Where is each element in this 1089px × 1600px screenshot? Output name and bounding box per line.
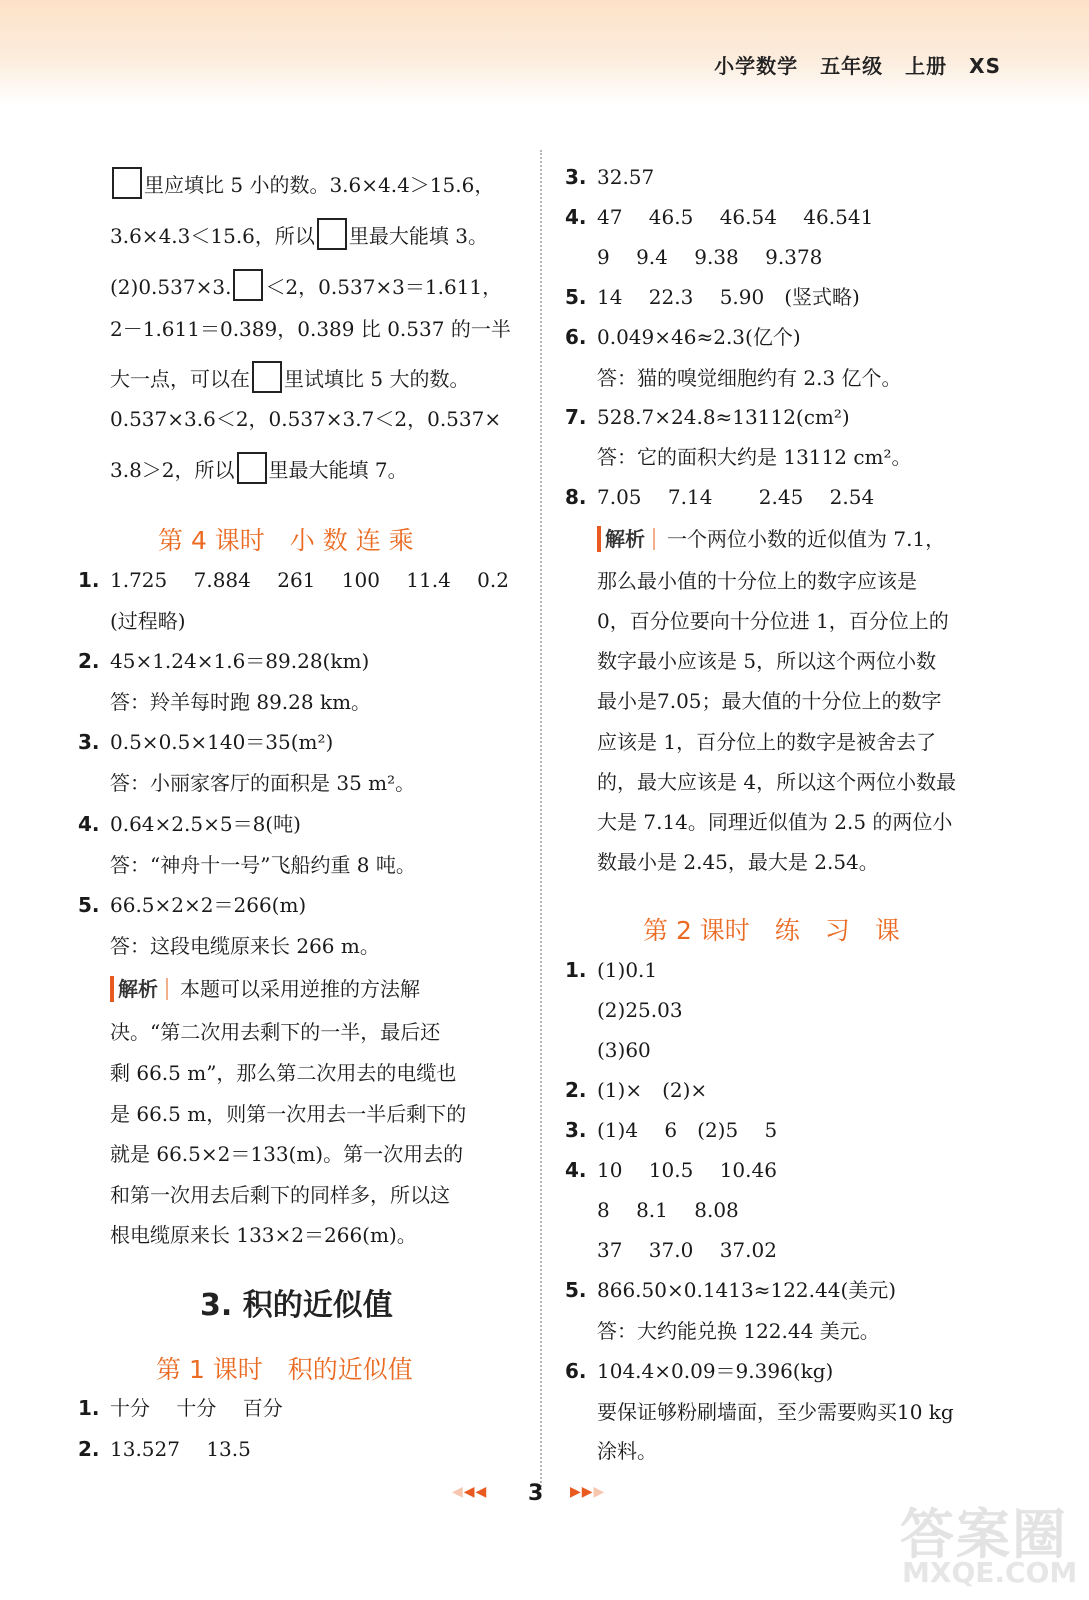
- analysis-2-line-1: [597, 526, 945, 552]
- analysis-text: 一个两位小数的近似值为 7.1，: [667, 527, 946, 551]
- p-q4-answer-2: 8 8.1 8.08: [597, 1198, 739, 1222]
- analysis-1-line-1: [110, 976, 420, 1002]
- analysis-2-line-9: 数最小是 2.45，最大是 2.54。: [597, 850, 879, 874]
- analysis-2-line-3: 0，百分位要向十分位进 1，百分位上的: [597, 609, 949, 633]
- r-q6-number: 6.: [565, 325, 587, 349]
- r-q7-number: 7.: [565, 405, 587, 429]
- left-line-6: 0.537×3.6＜2，0.537×3.7＜2，0.537×: [110, 407, 502, 431]
- analysis-tag: 解析: [597, 526, 651, 552]
- header-edition: XS: [969, 54, 1001, 78]
- analysis-2-line-7: 的，最大应该是 4，所以这个两位小数最: [597, 770, 957, 794]
- prev-arrows-icon: ◀◀◀: [452, 1484, 488, 1500]
- r-q3-answer: 32.57: [597, 165, 655, 189]
- r-q5-number: 5.: [565, 285, 587, 309]
- line-text: 3.8＞2，所以: [110, 458, 235, 482]
- analysis-1-line-5: 就是 66.5×2＝133(m)。第一次用去的: [110, 1142, 464, 1166]
- p-q3-number: 3.: [565, 1118, 587, 1142]
- section-3-title: 3. 积的近似值: [200, 1288, 393, 1323]
- l4-q2-formula: 45×1.24×1.6＝89.28(km): [110, 649, 370, 673]
- analysis-2-line-6: 应该是 1，百分位上的数字是被舍去了: [597, 730, 937, 754]
- line-text: 3.6×4.3＜15.6，所以: [110, 224, 315, 248]
- r-q4-number: 4.: [565, 205, 587, 229]
- r-q7-answer: 答：它的面积大约是 13112 cm²。: [597, 445, 912, 469]
- analysis-tag: 解析: [110, 976, 164, 1002]
- left-line-3: [110, 269, 502, 301]
- p-q1-answer-3: (3)60: [597, 1038, 651, 1062]
- s3-q2-number: 2.: [78, 1437, 100, 1461]
- header-volume: 上册: [905, 54, 948, 78]
- header-subject: 小学数学: [714, 54, 799, 78]
- line-text: 里试填比 5 大的数。: [284, 367, 470, 391]
- p-q2-answer: (1)× (2)×: [597, 1078, 708, 1102]
- analysis-2-line-8: 大是 7.14。同理近似值为 2.5 的两位小: [597, 810, 953, 834]
- l4-q3-formula: 0.5×0.5×140＝35(m²): [110, 730, 334, 754]
- line-text: 里应填比 5 小的数。3.6×4.4＞15.6，: [144, 173, 495, 197]
- p-q1-answer-1: (1)0.1: [597, 958, 658, 982]
- p-q5-formula: 866.50×0.1413≈122.44(美元): [597, 1278, 897, 1302]
- analysis-2-line-2: 那么最小值的十分位上的数字应该是: [597, 569, 917, 593]
- l4-q4-number: 4.: [78, 812, 100, 836]
- answer-box: [237, 452, 267, 484]
- l4-q2-number: 2.: [78, 649, 100, 673]
- left-line-7: [110, 452, 408, 484]
- line-text: (2)0.537×3.: [110, 275, 232, 299]
- left-line-4: 2－1.611＝0.389，0.389 比 0.537 的一半: [110, 317, 511, 341]
- lesson-1-title: 第 1 课时 积的近似值: [156, 1355, 413, 1384]
- watermark-text: 答案圈: [900, 1503, 1068, 1566]
- r-q3-number: 3.: [565, 165, 587, 189]
- analysis-2-line-4: 数字最小应该是 5，所以这个两位小数: [597, 649, 937, 673]
- p-q4-number: 4.: [565, 1158, 587, 1182]
- left-line-2: [110, 218, 488, 250]
- l4-q5-formula: 66.5×2×2＝266(m): [110, 893, 307, 917]
- watermark-url: MXQE.COM: [902, 1556, 1078, 1589]
- l4-q3-answer: 答：小丽家客厅的面积是 35 m²。: [110, 771, 416, 795]
- p-q6-number: 6.: [565, 1359, 587, 1383]
- p-q3-answer: (1)4 6 (2)5 5: [597, 1118, 778, 1142]
- s3-q1-answer: 十分 十分 百分: [110, 1396, 283, 1420]
- page-number: 3: [528, 1481, 544, 1506]
- r-q4-answer: 47 46.5 46.54 46.541: [597, 205, 874, 229]
- l4-q5-number: 5.: [78, 893, 100, 917]
- line-text: ＜2，0.537×3＝1.611，: [265, 275, 503, 299]
- s3-q1-number: 1.: [78, 1396, 100, 1420]
- p-q4-answer-1: 10 10.5 10.46: [597, 1158, 777, 1182]
- analysis-1-line-3: 剩 66.5 m”，那么第二次用去的电缆也: [110, 1061, 457, 1085]
- watermark-logo: [900, 1486, 1078, 1590]
- header-grade: 五年级: [820, 54, 884, 78]
- p-q4-answer-3: 37 37.0 37.02: [597, 1238, 777, 1262]
- analysis-1-line-6: 和第一次用去后剩下的同样多，所以这: [110, 1183, 450, 1207]
- r-q5-answer: 14 22.3 5.90 (竖式略): [597, 285, 860, 309]
- l4-q4-formula: 0.64×2.5×5＝8(吨): [110, 812, 301, 836]
- p-q6-answer: 要保证够粉刷墙面，至少需要购买10 kg: [597, 1400, 954, 1424]
- next-arrows-icon: ▶▶▶: [570, 1484, 606, 1500]
- left-line-1: [110, 167, 494, 199]
- p-q1-number: 1.: [565, 958, 587, 982]
- analysis-1-line-2: 决。“第二次用去剩下的一半，最后还: [110, 1020, 441, 1044]
- line-text: 里最大能填 3。: [348, 224, 488, 248]
- p-q6-formula: 104.4×0.09＝9.396(kg): [597, 1359, 834, 1383]
- p-q5-answer: 答：大约能兑换 122.44 美元。: [597, 1319, 880, 1343]
- answer-box: [252, 361, 282, 393]
- analysis-1-line-4: 是 66.5 m，则第一次用去一半后剩下的: [110, 1102, 467, 1126]
- left-line-5: [110, 361, 469, 393]
- p-q1-answer-2: (2)25.03: [597, 998, 683, 1022]
- header-title: [714, 50, 1001, 79]
- lesson-4-title: 第 4 课时 小 数 连 乘: [158, 526, 414, 555]
- r-q8-number: 8.: [565, 485, 587, 509]
- r-q6-answer: 答：猫的嗅觉细胞约有 2.3 亿个。: [597, 366, 902, 390]
- p-q5-number: 5.: [565, 1278, 587, 1302]
- l4-q1-note: (过程略): [110, 609, 186, 633]
- answer-box: [112, 167, 142, 199]
- l4-q1-answer: 1.725 7.884 261 100 11.4 0.2: [110, 568, 509, 592]
- r-q7-formula: 528.7×24.8≈13112(cm²): [597, 405, 850, 429]
- r-q4-answer-2: 9 9.4 9.38 9.378: [597, 245, 823, 269]
- l4-q4-answer: 答：“神舟十一号”飞船约重 8 吨。: [110, 853, 416, 877]
- analysis-2-line-5: 最小是7.05；最大值的十分位上的数字: [597, 689, 942, 713]
- column-divider: [540, 150, 542, 1490]
- r-q8-answer: 7.05 7.14 2.45 2.54: [597, 485, 875, 509]
- l4-q5-answer: 答：这段电缆原来长 266 m。: [110, 934, 380, 958]
- analysis-text: 本题可以采用逆推的方法解: [180, 977, 420, 1001]
- l4-q1-number: 1.: [78, 568, 100, 592]
- analysis-1-line-7: 根电缆原来长 133×2＝266(m)。: [110, 1223, 417, 1247]
- line-text: 里最大能填 7。: [268, 458, 408, 482]
- p-q6-answer-2: 涂料。: [597, 1439, 657, 1463]
- s3-q2-answer: 13.527 13.5: [110, 1437, 251, 1461]
- line-text: 大一点，可以在: [110, 367, 250, 391]
- r-q6-formula: 0.049×46≈2.3(亿个): [597, 325, 801, 349]
- answer-box: [233, 269, 263, 301]
- p-q2-number: 2.: [565, 1078, 587, 1102]
- answer-box: [317, 218, 347, 250]
- lesson-2-title: 第 2 课时 练 习 课: [643, 916, 900, 945]
- l4-q3-number: 3.: [78, 730, 100, 754]
- l4-q2-answer: 答：羚羊每时跑 89.28 km。: [110, 690, 372, 714]
